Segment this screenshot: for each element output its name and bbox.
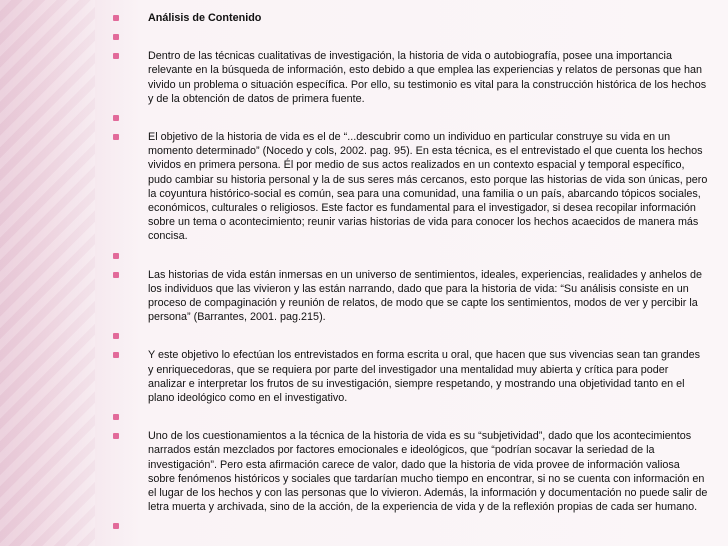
paragraph-item — [113, 130, 708, 244]
square-bullet-icon — [113, 134, 119, 140]
paragraph-text: Y este objetivo lo efectúan los entrevistados en forma escrita u oral, que hacen que sus vivencias sean tan grandes y enriquecedoras, que se requiera por parte del investigador una mentalidad muy abierta y crítica para poder analizar e interpretar los frutos de su investigación, siempre respetando, y mostrando una objetividad tanto en el plano ideológico como en el investigativo. — [148, 349, 700, 405]
heading-item — [113, 11, 708, 25]
empty-item — [113, 329, 708, 343]
empty-item — [113, 410, 708, 424]
square-bullet-icon — [113, 333, 119, 339]
paragraph-item — [113, 268, 708, 325]
square-bullet-icon — [113, 15, 119, 21]
square-bullet-icon — [113, 272, 119, 278]
empty-item — [113, 519, 708, 533]
paragraph-text: Dentro de las técnicas cualitativas de investigación, la historia de vida o autobiografía, posee una importancia relevante en la búsqueda de información, esto debido a que emplea las experiencias y relatos de personas que han vivido un problema o situación específica. Por ello, su testimonio es vital para la construcción histórica de los hechos y de la obtención de datos de primera fuente. — [148, 50, 707, 105]
paragraph-item — [113, 49, 708, 106]
paragraph-text: Las historias de vida están inmersas en un universo de sentimientos, ideales, experiencias, realidades y anhelos de los individuos que las vivieron y las están narrando, dado que para la historia de vida: “Su análisis consiste en un proceso de compaginación y reunión de relatos, de modo que se capte los sentimientos, modos de ver y percibir la persona” (Barrantes, 2001. pag.215). — [148, 268, 702, 324]
square-bullet-icon — [113, 115, 119, 121]
decorative-stripe-panel — [0, 0, 95, 546]
square-bullet-icon — [113, 53, 119, 59]
paragraph-text: El objetivo de la historia de vida es el de “...descubrir como un individuo en particular construye su vida en un momento determinado” (Nocedo y cols, 2002. pag. 95). En esta técnica, es el entrevistado el que cuenta los hechos vividos en primera persona. Él por medio de sus actos realizados en un contexto espacial y temporal específico, pudo cambiar su historia personal y la de sus seres más cercanos, esto porque las historias de vida son únicas, pero la coyuntura histórico-social es común, sea para una comunidad, una familia o un país, abarcando tópicos sociales, económicos, culturales o religiosos. Este factor es fundamental para el investigador, si desea recopilar información sobre un tema o acontecimiento; reunir varias historias de vida para conocer los hechos acaecidos de manera más concisa. — [148, 131, 708, 243]
empty-item — [113, 30, 708, 44]
empty-item — [113, 249, 708, 263]
square-bullet-icon — [113, 253, 119, 259]
square-bullet-icon — [113, 414, 119, 420]
empty-item — [113, 111, 708, 125]
paragraph-item — [113, 348, 708, 405]
paragraph-text: Uno de los cuestionamientos a la técnica de la historia de vida es su “subjetividad”, dado que los acontecimientos narrados están mezclados por factores emocionales e ideológicos, que “podrían socavar la seriedad de la investigación”. Pero esta afirmación carece de valor, dado que la historia de vida provee de información valiosa sobre fenómenos históricos y sociales que tardarían mucho tiempo en encontrar, si no se cuenta con información en el lugar de los hechos y con las personas que lo vivieron. Además, la información y documentación no puede salir de letra muerta y archivada, sino de la acción, de la experiencia de vida y de la reflexión propias de cada ser humano. — [148, 430, 708, 514]
paragraph-item — [113, 429, 708, 514]
square-bullet-icon — [113, 523, 119, 529]
slide-content — [113, 11, 708, 533]
square-bullet-icon — [113, 352, 119, 358]
slide-heading: Análisis de Contenido — [148, 12, 262, 24]
square-bullet-icon — [113, 34, 119, 40]
square-bullet-icon — [113, 433, 119, 439]
